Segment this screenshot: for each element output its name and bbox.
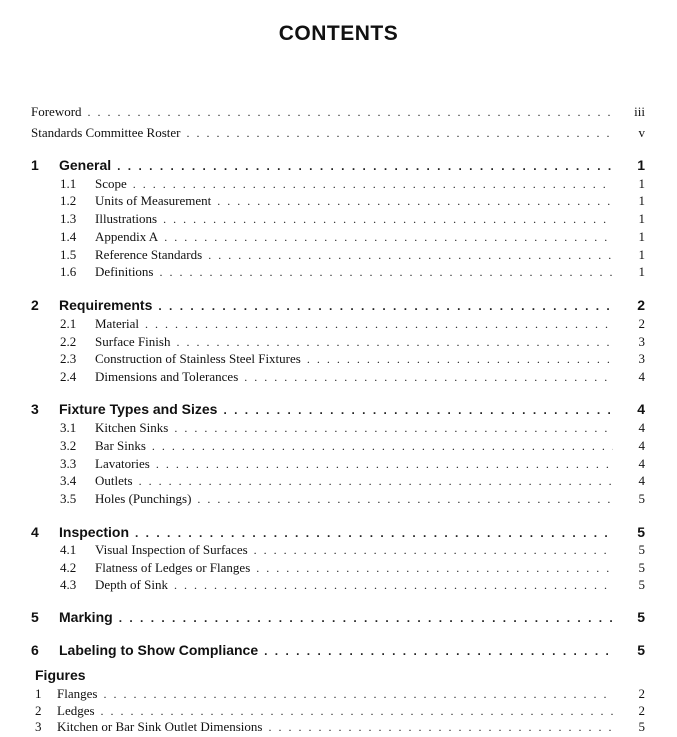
- subsection-number: 1.5: [60, 247, 77, 262]
- toc-entry-page: v: [638, 125, 645, 140]
- section-label: Requirements: [59, 297, 153, 313]
- dot-leader: [197, 492, 613, 507]
- subsection-page: 4: [638, 369, 645, 384]
- subsection-page: 4: [638, 456, 645, 471]
- toc-section-general[interactable]: [31, 157, 645, 175]
- subsection-page: 2: [638, 316, 645, 331]
- figure-number: 1: [35, 686, 42, 701]
- figure-number: 2: [35, 703, 42, 718]
- dot-leader: [119, 611, 613, 625]
- toc-entry[interactable]: [60, 438, 645, 456]
- section-label: Labeling to Show Compliance: [59, 642, 259, 658]
- subsection-label: Holes (Punchings): [95, 491, 192, 506]
- section-number: 2: [31, 297, 39, 313]
- subsection-page: 3: [638, 334, 645, 349]
- figure-page: 2: [638, 703, 645, 718]
- subsection-label: Kitchen Sinks: [95, 420, 169, 435]
- dot-leader: [152, 439, 613, 454]
- figure-page: 5: [638, 719, 645, 734]
- toc-entry[interactable]: [60, 577, 645, 595]
- subsection-number: 1.1: [60, 176, 77, 191]
- subsection-page: 4: [638, 473, 645, 488]
- dot-leader: [145, 317, 613, 332]
- dot-leader: [174, 421, 613, 436]
- subsection-label: Scope: [95, 176, 127, 191]
- figures-heading: Figures: [35, 667, 86, 683]
- toc-entry[interactable]: [60, 542, 645, 560]
- toc-figure-entry[interactable]: [35, 686, 645, 704]
- subsection-page: 1: [638, 211, 645, 226]
- toc-entry[interactable]: [60, 229, 645, 247]
- toc-entry[interactable]: [60, 193, 645, 211]
- subsection-number: 3.5: [60, 491, 77, 506]
- subsection-label: Construction of Stainless Steel Fixtures: [95, 351, 301, 366]
- subsection-number: 2.2: [60, 334, 77, 349]
- subsection-number: 4.2: [60, 560, 77, 575]
- toc-section-marking[interactable]: [31, 609, 645, 627]
- section-number: 5: [31, 609, 39, 625]
- subsection-page: 5: [638, 491, 645, 506]
- subsection-page: 1: [638, 229, 645, 244]
- subsection-number: 2.4: [60, 369, 77, 384]
- section-page: 2: [637, 297, 645, 313]
- dot-leader: [164, 230, 613, 245]
- figure-label: Kitchen or Bar Sink Outlet Dimensions: [57, 719, 263, 734]
- dot-leader: [174, 578, 613, 593]
- subsection-number: 2.1: [60, 316, 77, 331]
- subsection-number: 4.3: [60, 577, 77, 592]
- subsection-label: Definitions: [95, 264, 154, 279]
- dot-leader: [244, 370, 613, 385]
- subsection-number: 3.1: [60, 420, 77, 435]
- dot-leader: [88, 105, 613, 120]
- toc-entry-committee-roster[interactable]: [31, 125, 645, 143]
- section-label: Fixture Types and Sizes: [59, 401, 218, 417]
- section-page: 1: [637, 157, 645, 173]
- dot-leader: [217, 194, 613, 209]
- subsection-label: Reference Standards: [95, 247, 203, 262]
- section-page: 5: [637, 609, 645, 625]
- subsection-label: Depth of Sink: [95, 577, 168, 592]
- subsection-number: 1.4: [60, 229, 77, 244]
- subsection-label: Lavatories: [95, 456, 150, 471]
- subsection-page: 5: [638, 542, 645, 557]
- toc-figure-entry[interactable]: [35, 719, 645, 737]
- dot-leader: [117, 159, 613, 173]
- toc-entry-foreword[interactable]: [31, 104, 645, 122]
- subsection-page: 1: [638, 193, 645, 208]
- subsection-number: 3.4: [60, 473, 77, 488]
- subsection-page: 1: [638, 247, 645, 262]
- subsection-label: Appendix A: [95, 229, 159, 244]
- toc-entry[interactable]: [60, 334, 645, 352]
- toc-entry[interactable]: [60, 491, 645, 509]
- dot-leader: [264, 644, 613, 658]
- section-number: 3: [31, 401, 39, 417]
- subsection-page: 1: [638, 176, 645, 191]
- toc-entry[interactable]: [60, 264, 645, 282]
- toc-section-labeling[interactable]: [31, 642, 645, 660]
- subsection-page: 5: [638, 560, 645, 575]
- subsection-label: Dimensions and Tolerances: [95, 369, 239, 384]
- subsection-label: Surface Finish: [95, 334, 171, 349]
- subsection-label: Outlets: [95, 473, 133, 488]
- dot-leader: [176, 335, 613, 350]
- section-page: 4: [637, 401, 645, 417]
- dot-leader: [133, 177, 613, 192]
- subsection-label: Units of Measurement: [95, 193, 212, 208]
- subsection-label: Bar Sinks: [95, 438, 146, 453]
- toc-entry[interactable]: [60, 560, 645, 578]
- figure-page: 2: [638, 686, 645, 701]
- subsection-number: 1.2: [60, 193, 77, 208]
- page-title: CONTENTS: [278, 22, 399, 45]
- figure-label: Ledges: [57, 703, 95, 718]
- dot-leader: [307, 352, 613, 367]
- toc-entry[interactable]: [60, 247, 645, 265]
- section-label: General: [59, 157, 112, 173]
- dot-leader: [254, 543, 613, 558]
- subsection-number: 3.2: [60, 438, 77, 453]
- figure-number: 3: [35, 719, 42, 734]
- section-number: 1: [31, 157, 39, 173]
- toc-entry[interactable]: [60, 351, 645, 369]
- subsection-label: Visual Inspection of Surfaces: [95, 542, 248, 557]
- subsection-page: 4: [638, 438, 645, 453]
- toc-section-requirements[interactable]: [31, 297, 645, 315]
- subsection-page: 1: [638, 264, 645, 279]
- subsection-number: 4.1: [60, 542, 77, 557]
- dot-leader: [103, 687, 613, 702]
- dot-leader: [139, 474, 613, 489]
- toc-entry-label: Foreword: [31, 104, 82, 119]
- subsection-label: Flatness of Ledges or Flanges: [95, 560, 251, 575]
- dot-leader: [163, 212, 613, 227]
- subsection-label: Material: [95, 316, 140, 331]
- toc-entry[interactable]: [60, 211, 645, 229]
- subsection-number: 2.3: [60, 351, 77, 366]
- section-label: Marking: [59, 609, 113, 625]
- dot-leader: [156, 457, 613, 472]
- dot-leader: [135, 526, 613, 540]
- dot-leader: [256, 561, 613, 576]
- subsection-page: 5: [638, 577, 645, 592]
- subsection-label: Illustrations: [95, 211, 158, 226]
- dot-leader: [208, 248, 613, 263]
- section-page: 5: [637, 524, 645, 540]
- dot-leader: [223, 403, 613, 417]
- section-page: 5: [637, 642, 645, 658]
- subsection-page: 3: [638, 351, 645, 366]
- toc-entry[interactable]: [60, 473, 645, 491]
- section-number: 4: [31, 524, 39, 540]
- toc-entry[interactable]: [60, 369, 645, 387]
- section-number: 6: [31, 642, 39, 658]
- toc-entry-label: Standards Committee Roster: [31, 125, 181, 140]
- toc-entry[interactable]: [60, 456, 645, 474]
- subsection-page: 4: [638, 420, 645, 435]
- toc-entry[interactable]: [60, 176, 645, 194]
- toc-entry[interactable]: [60, 420, 645, 438]
- figure-label: Flanges: [57, 686, 98, 701]
- toc-section-fixture-types[interactable]: [31, 401, 645, 419]
- section-label: Inspection: [59, 524, 130, 540]
- toc-entry[interactable]: [60, 316, 645, 334]
- subsection-number: 1.3: [60, 211, 77, 226]
- toc-section-inspection[interactable]: [31, 524, 645, 542]
- dot-leader: [101, 704, 613, 719]
- dot-leader: [158, 299, 613, 313]
- dot-leader: [186, 126, 613, 141]
- toc-entry-page: iii: [634, 104, 645, 119]
- subsection-number: 3.3: [60, 456, 77, 471]
- subsection-number: 1.6: [60, 264, 77, 279]
- dot-leader: [160, 265, 614, 280]
